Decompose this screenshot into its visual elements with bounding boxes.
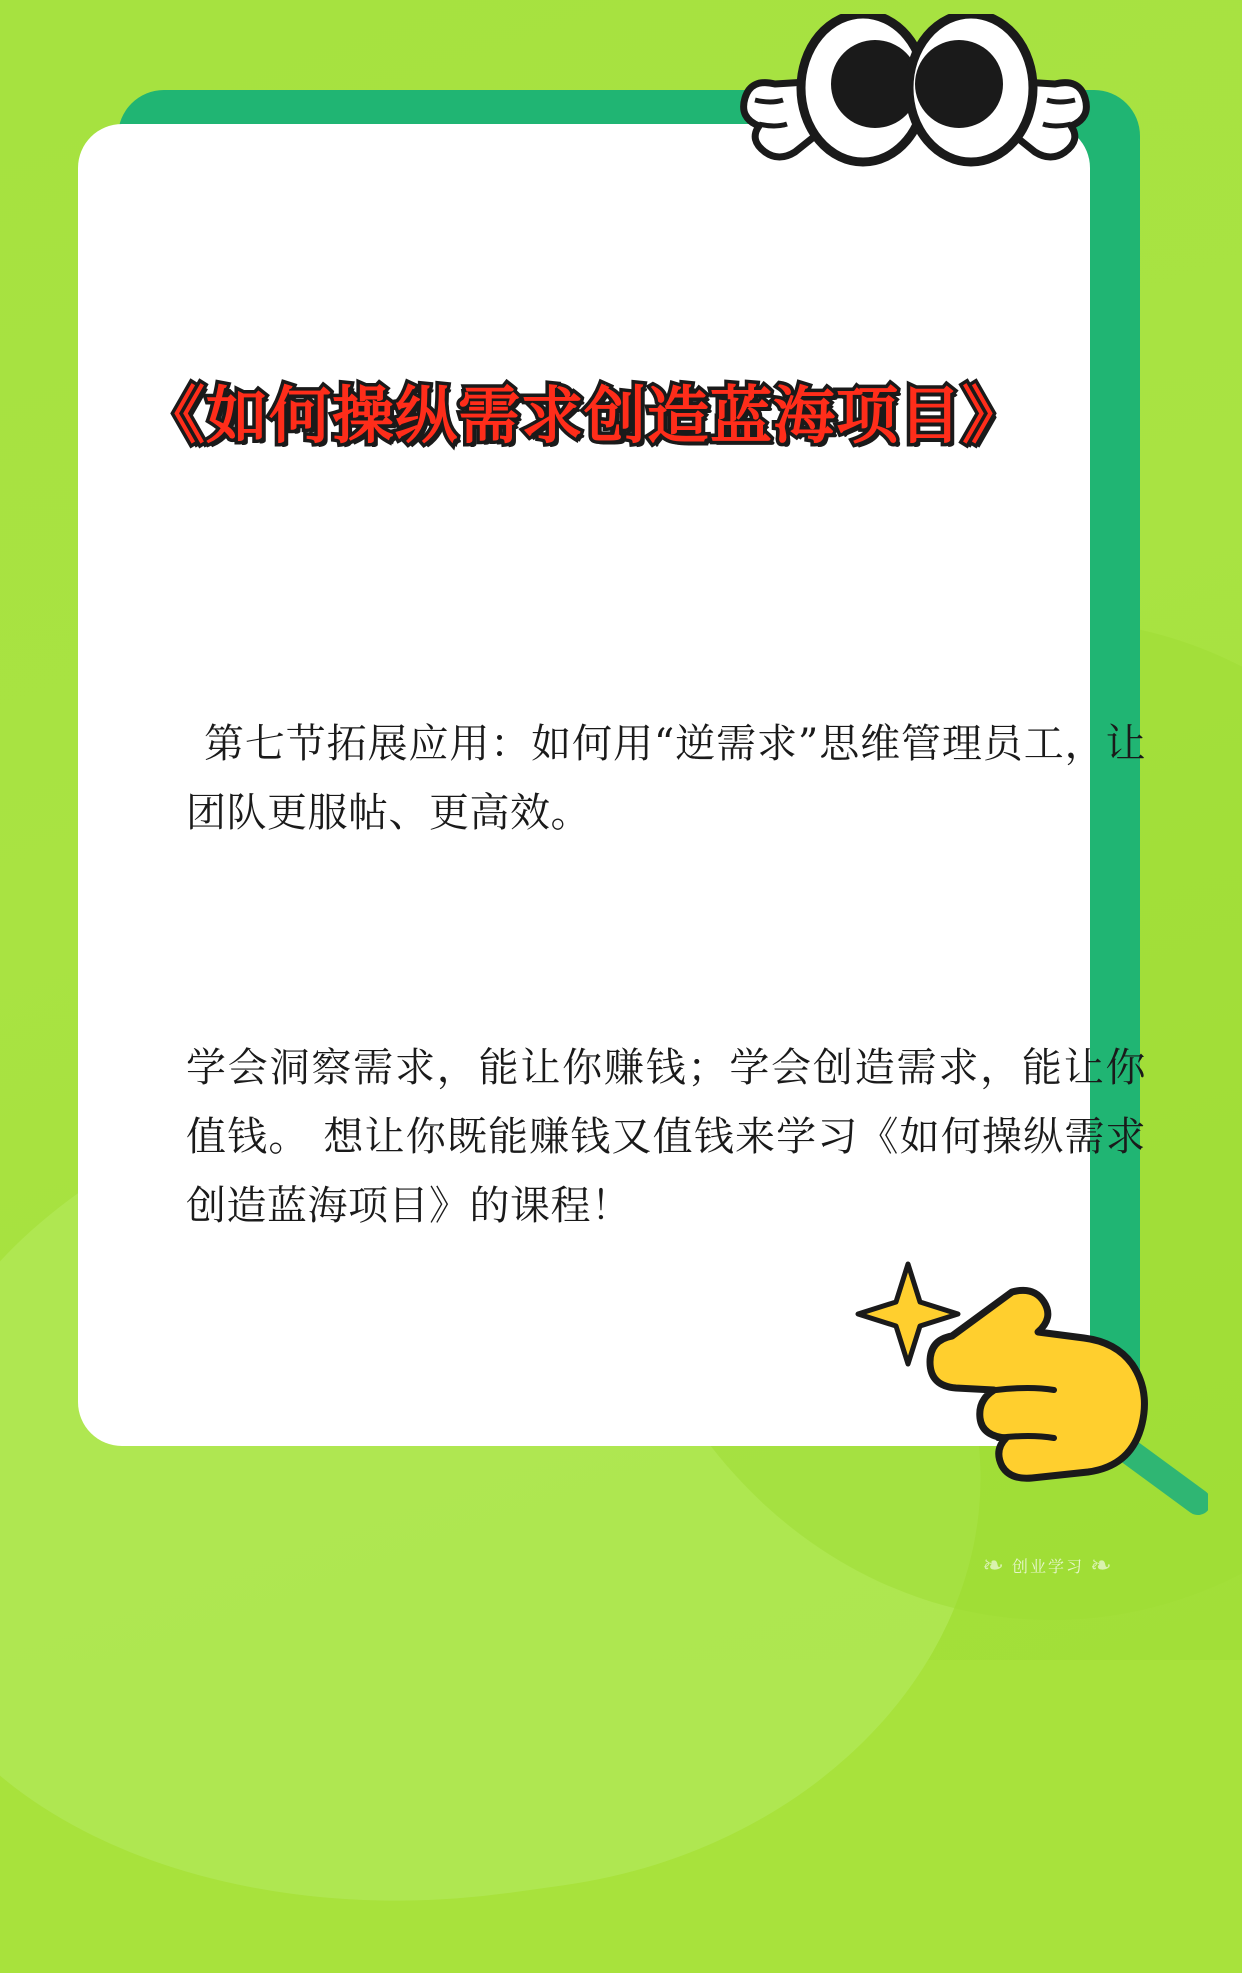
paragraph-2: 学会洞察需求，能让你赚钱；学会创造需求，能让你值钱。 想让你既能赚钱又值钱来学习《如何操纵需求创造蓝海项目》的课程！ [186,1045,1146,1229]
paragraph-1: 第七节拓展应用：如何用“逆需求”思维管理员工，让团队更服帖、更高效。 [186,721,1146,836]
pointing-hand-icon [848,1224,1208,1524]
page-title: 《如何操纵需求创造蓝海项目》 [142,379,1025,452]
page-title-container [78,366,1090,455]
watermark [958,1536,1138,1594]
cartoon-eyes-icon [735,14,1095,194]
watermark-label: 创业学习 [1011,1558,1084,1576]
leaf-icon: ❧ [982,1549,1006,1580]
content-card [78,124,1146,1580]
leaf-icon-right: ❧ [1090,1549,1114,1580]
